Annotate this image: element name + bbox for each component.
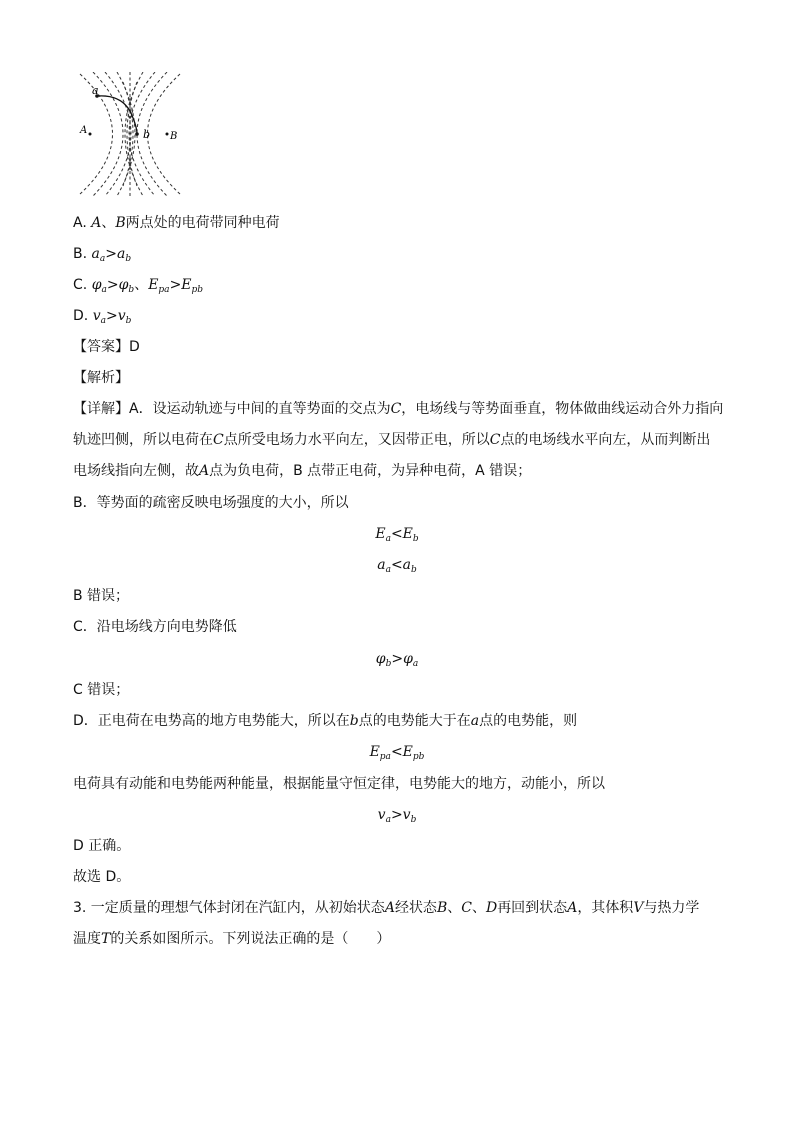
option-b: B. $a_a>a_b$ bbox=[73, 246, 132, 264]
equipotential-figure bbox=[75, 72, 185, 196]
option-d: D. $v_a>v_b$ bbox=[73, 308, 132, 326]
label-B: B bbox=[170, 131, 178, 142]
partd-choose: 故选 D。 bbox=[73, 869, 131, 885]
label-b: b bbox=[143, 128, 151, 141]
partd-eq2: $v_a>v_b$ bbox=[377, 807, 417, 825]
detail-line-1: 【详解】A．设运动轨迹与中间的直等势面的交点为C，电场线与等势面垂直，物体做曲线运动合外力指向 bbox=[73, 401, 724, 417]
q3-line-2: 温度T的关系如图所示。下列说法正确的是（ ） bbox=[73, 931, 391, 947]
partc-intro: C．沿电场线方向电势降低 bbox=[73, 619, 237, 635]
partb-wrong: B 错误； bbox=[73, 588, 130, 604]
partc-wrong: C 错误； bbox=[73, 682, 130, 698]
partc-eq: $\varphi_b>\varphi_a$ bbox=[375, 651, 419, 669]
option-c: C. $\varphi_a>\varphi_b$、$E_{pa}>E_{pb}$ bbox=[73, 277, 204, 295]
q3-line-1: 3. 一定质量的理想气体封闭在汽缸内，从初始状态A经状态B、C、D再回到状态A，其体积V与热力学 bbox=[73, 900, 700, 916]
partb-eq2: $a_a<a_b$ bbox=[377, 557, 417, 575]
partd-right: D 正确。 bbox=[73, 838, 131, 854]
label-a: a bbox=[92, 84, 99, 97]
answer-label: 【答案】D bbox=[73, 339, 140, 355]
partd-eq1: $E_{pa}<E_{pb}$ bbox=[369, 744, 425, 762]
partd-intro: D．正电荷在电势高的地方电势能大，所以在b点的电势能大于在a点的电势能，则 bbox=[73, 713, 578, 729]
partb-eq1: $E_a<E_b$ bbox=[375, 526, 419, 544]
partd-text2: 电荷具有动能和电势能两种能量，根据能量守恒定律，电势能大的地方，动能小，所以 bbox=[73, 776, 605, 792]
partb-intro: B．等势面的疏密反映电场强度的大小，所以 bbox=[73, 495, 349, 511]
detail-line-3: 电场线指向左侧，故A点为负电荷，B 点带正电荷，为异种电荷，A 错误； bbox=[73, 463, 532, 479]
label-A: A bbox=[80, 125, 88, 136]
option-a: A. A、B两点处的电荷带同种电荷 bbox=[73, 215, 280, 231]
detail-line-2: 轨迹凹侧，所以电荷在C点所受电场力水平向左，又因带正电，所以C点的电场线水平向左，从而判断出 bbox=[73, 432, 711, 448]
analysis-label: 【解析】 bbox=[73, 370, 129, 386]
